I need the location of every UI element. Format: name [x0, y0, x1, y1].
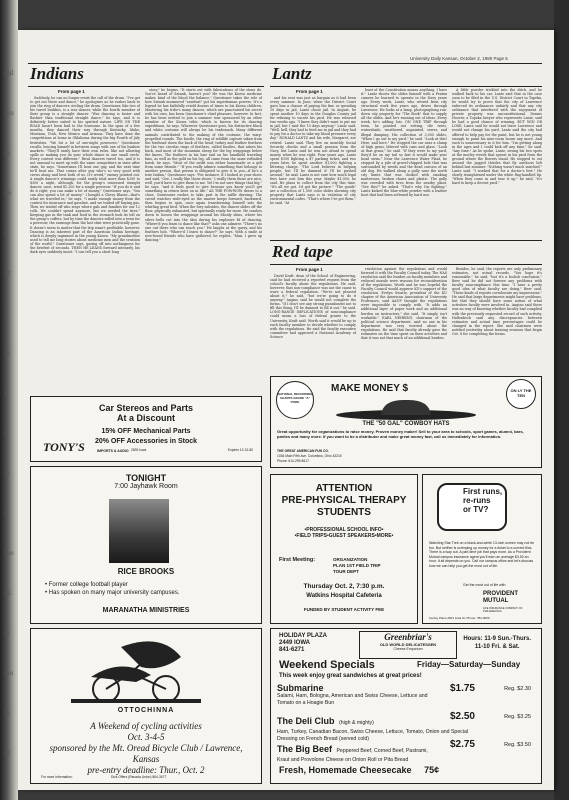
rice-bullet-2: • Has spoken on many major university campuses. [45, 590, 180, 596]
stereo-subtitle: At a Discount [116, 413, 175, 423]
beef-reg: Reg. $3.50 [504, 742, 531, 748]
tonys-logo: TONY'S [43, 440, 85, 454]
club-note: (high & mighty) [338, 720, 374, 726]
edge-fragment: the [4, 550, 14, 557]
tonys-address: 2839 Iowa [131, 448, 147, 452]
money-phone: Phone: 614-299-5617 [277, 459, 309, 463]
deli-hours-2: 11-10 Fri. & Sat. [474, 644, 520, 650]
rice-name: RICE BROOKS [117, 567, 175, 576]
money-title: MAKE MONEY $ [331, 383, 409, 394]
otto-info: For more information: [41, 775, 73, 779]
indians-from: From page 1 [58, 89, 85, 94]
redtape-headline: Red tape [272, 242, 333, 261]
lantz-headline: Lantz [272, 64, 312, 83]
beef-price: $2.75 [449, 739, 475, 750]
att-tour: TOUR DEPT [333, 569, 359, 574]
deli-name: Greenbriar's [384, 632, 432, 642]
sub-price: $1.75 [449, 683, 475, 694]
att-org: ORGANIZATION [333, 557, 368, 562]
att-h2: PRE-PHYSICAL THERAPY [281, 495, 407, 506]
facing-page-edge [0, 30, 18, 790]
ws-headline: Weekend Specials [279, 659, 375, 671]
deli-phone: 841-6271 [279, 647, 305, 653]
otto-line-2: Oct. 3-4-5 [127, 732, 165, 742]
rice-bullets [45, 581, 245, 597]
rice-bullet-1: • Former college football player [45, 582, 128, 588]
edge-fragment: es [4, 150, 11, 157]
deli-location [279, 633, 327, 654]
money-badge-left: NATIONAL RECORDING CHARTS GRADE "A" PORK [276, 381, 314, 419]
indians-col-1 [30, 96, 140, 392]
deli-store: HOLIDAY PLAZA [279, 633, 328, 639]
redtape-rule [270, 264, 542, 265]
att-h3: STUDENTS [317, 507, 371, 518]
cheesecake-price: 75¢ [424, 765, 440, 775]
lantz-rule [270, 86, 542, 87]
edge-fragment: ne [4, 190, 12, 197]
deli-name-2: OLD WORLD DELICATESSEN [379, 642, 437, 647]
otto-text [39, 721, 253, 776]
edge-fragment: ur [4, 270, 11, 277]
redtape-col-1 [270, 274, 356, 372]
att-funded: FUNDED BY STUDENT ACTIVITY FEE [303, 607, 385, 612]
beef-desc: Kraut and Provolone Cheese on Onion Roll or Pita Bread [277, 757, 409, 763]
car-stereo-ad [30, 396, 262, 462]
rice-org: MARANATHA MINISTRIES [102, 607, 190, 614]
indians-rule [28, 86, 264, 87]
att-where: Watkins Hospital Cafeteria [306, 593, 382, 599]
money-company: THE GREAT AMERICAN FUN CO. [277, 449, 329, 453]
newspaper-page [18, 30, 554, 790]
first-text: Watching Star Trek on a black-and-white 13-inch screen may not be fun. But neither is scrimping up money for a ticket to a current flick. There is a way out. A part-time job that pays more. As a Provident Mutual campus insurance agent you'll earn an average $3.50 an hour. It all depends on you. Call our campus office and let's discuss how we can help you get the most out of life. [429, 541, 535, 568]
edge-fragment: ns [4, 590, 11, 597]
provident-mutual-ad [422, 474, 542, 624]
edge-fragment: er [4, 750, 11, 757]
deli-hours [463, 635, 531, 651]
first-q1: First runs, [463, 487, 503, 496]
edge-fragment: ei [4, 630, 10, 637]
beef-note: Peppered Beef, Corned Beef, Pastrami, [336, 748, 428, 754]
beef-name: The Big Beef [277, 744, 333, 754]
otto-contact: Dick Offers (Ranada Union) 864-3477 [111, 775, 167, 779]
deli-logo [359, 631, 457, 659]
redtape-text-1: David Kraft, dean of the School of Engineering, said he had received a reported request from the school's faculty about the regulations. He said, however, that non-compliance was not the cause to wave a federal regulation. "We're not pleased about it," he said, "but we're going to do it anyway." Angino said he would not complete the forms. "If I don't see any strong punishment not to fill this thing, I'll be damned to fill it out," he said. LONG-RANGE IMPLICATIONS of noncompliance could mean a loss of federal grants to the University, Kraft said. Worth said it would be up to each faculty member to decide whether to comply with the regulations. He said the faculty executive committee had approved a National Academy of Science [270, 274, 356, 339]
stereo-line-2: 20% OFF Accessories in Stock [94, 438, 198, 445]
otto-line-3: sponsored by the Mt. Oread Bicycle Club / Lawrence, Kansas [49, 743, 243, 764]
redtape-text-3: Besides, he said, the reports are only preliminary estimates, not actual records. "You hope it's reasonable," he said, "but it's a foolish conclusion." Beer said he did not foresee any problems with faculty noncompliance this time. "I have a pretty good idea of what faculty are doing," Beer said. "These kinds of reports corroborate my impressions." He said that large departments might have problems, but that they should have some notion of what activities faculty were involved in. Angino said there was no way of knowing whether faculty had complied with the previously requested record of such activity. Hallenbeck said any discrepancies between estimates and actual time percentages could be changed in the report. She said chairmen were notified yesterday about training sessions that begin Oct. 8 for completing the forms. [452, 267, 542, 336]
deli-name-3: Cheese Emporium [393, 647, 423, 651]
edge-fragment: F [4, 390, 9, 397]
edge-fragment: me [4, 670, 14, 677]
redtape-col-2 [361, 267, 447, 372]
ws-footer [279, 765, 439, 775]
indians-headline: Indians [30, 64, 84, 83]
att-when: Thursday Oct. 2, 7:30 p.m. [303, 583, 385, 590]
lantz-col-2 [361, 88, 447, 238]
otto-line-4: pre-entry deadline: Thur., Oct. 2 [87, 765, 205, 775]
sub-reg: Reg. $2.30 [504, 686, 531, 692]
edge-fragment: d [4, 430, 8, 437]
money-desc: Great opportunity for organizations to raise money. Proven money maker! Sell to your area to schools, sport games, alumni, bars, parties and many more. If you want to be a distributor and make great money fast, call us immediately for information. [277, 429, 524, 439]
first-cta: Get the most out of life with [463, 583, 506, 587]
lantz-text-3: A little powder trickled into the ditch, and he walked back to his car. Lantz said that in the case soon to be filed in the U.S. District Court in Topeka, he would try to prove that the city of Lawrence enforced its ordinances unfairly and that any city ordinance that interfered with the enjoyment of private property was unconstitutional. Dennis Hoover, a Topeka lawyer who represents Lantz, said he had a good chance of winning. BUT WIN OR LOSE, Lantz said he would not leave Lawrence and would not change his yard. Lantz said the city had offered to help pay for the paint, but he is not young enough to paint his nine-room house any more. And each is unnecessary to it for him. "I'm getting along in the ages and I could kick off any time," he said. "Any time." As he spoke, Lantz, swung his two spots at the motley weeds that sprout in his yard from the ground where the flowers stand. He stopped to cut around the jagged thistles that fly outdoors left behind last summer. "Nothing wasn't much mischief," Lantz said. "I worked that for a doctor's feet." He slowly straightened under the white flag-handled lip. "When they come in and tear it up," he said, "it's hard to keep a decent yard." [452, 88, 542, 186]
rice-brooks-photo [109, 499, 169, 563]
sub-name: Submarine [277, 683, 324, 693]
make-money-ad [270, 376, 542, 468]
att-h1: ATTENTION [315, 483, 373, 494]
redtape-col-3 [452, 267, 542, 372]
redtape-text-2: resolution against the regulations and would forward it with the Faculty Council today. The NAS resolution said the burden on faculty members and reduced morale were reasons for reconsideration of the regulations. Worth and he was hopeful the Faculty Council would approve KU's support of the resolution. Evelyn Swartz, president of the KU chapter of the American Association of University Professors, said AAUP thought the regulations were impossible to comply with. "It adds an additional layer of paper work and an additional burden on instructors," she said. "It simply isn't workable." EARL NEHRING, chairman of the political science department, said no one in his department was very worried about the regulations. He said that faculty already gave the estimates on the time spent on their activities and that it was not that much of an additional burden. [361, 267, 447, 340]
first-q2: re-runs [463, 496, 491, 505]
att-agenda [333, 557, 381, 575]
indians-col-2 [145, 88, 262, 392]
indians-text-2: story," he begins. "It starts out with fabrications of the stone do. You've heard of Satank, haven't you? He was the Kiowa medicine maker, kind of the blood the balance." Questioner takes the role of how Satank murmured "sawdust" got his superhuman powers. It's a legend he has faithfully retold dozens of times to his Kiowa children. Mastering his tribe's many dances, which are punctuated his secret with his own, has been Questioner's chief pleasure, however. In fact, he has been invited to join a summer tour sponsored by an other member of the Kiowa tribe, which is known for its dancing expeditions, he says. Wherever Questioner goes, his distinctive black and white costume will always be his trademark. Many different animals contributed to the making of the costume, the warp-propelled rounds. The bustle, the ring of wildlife capture taken from the forehead down the back of the head; turkey and feather feathers for the two circular rings of feathers, called bustles, that adorn his back, and most of the mountain sheep for the leg wrappings below the knees. The feathers in his hair and on his handheld traveling fans, as well as the gold on his leg, all came from the same redtailed hawk, he says. "Most of the outfit was either homemade or a gift from some friends." "If you really admire something that belongs to another person, that person is obligated to give it to you—if he's a true Indian," Questioner says. "For instance, if I looked at your shoes and said, 'Gee, I really like those shoes,' I really them those are nice, well, you'd have to give them to me. Yet I'm not sure things that big," he says, "and it feels good to give because you know you'll get something in return later on in life." AS THE POW-WOW draws to a close, Questioner rushes to take part in the raffle drawing. The crowd watches wide-eyed as the master keeps forward, backward, then begins to spin, once again transforming himself into the whirling great bird. When the fury subsides, the dancer slides off the floor, physically exhausted, but spiritually ready for more. He crashes down to loosen the wrappings around his bloody shins, where his silver bells cut into the skin during his explosive fit of dancing. "Where'd you learn to dance like that?" asks one admirer. "There's no one out there who can touch you." He laughs at the query, and his feathers bob. "Where'd I learn to dance?" he says. With a smile at new-found friends who have gathered, he replies, "Man, I grew up dancing." [145, 88, 262, 242]
edge-fragment: th [4, 710, 11, 717]
att-meeting: First Meeting: [279, 557, 316, 563]
weekend-specials-ad [270, 628, 542, 784]
special-big-beef [277, 739, 535, 764]
otto-brand: OTTOCHINNA [117, 707, 175, 714]
first-runs-question [463, 487, 502, 514]
stereo-title: Car Stereos and Parts [98, 403, 194, 413]
sub-desc: Salami, Ham, Bologna, American and Swiss Cheese, Lettuce and Tomato on a Hoagie Bun [277, 693, 428, 706]
first-q3: or TV? [463, 505, 489, 514]
edge-fragment: d [4, 230, 8, 237]
edge-fragment: pul [4, 70, 14, 77]
cheesecake-label: Fresh, Homemade Cheesecake [279, 765, 412, 775]
lantz-col-1 [270, 96, 356, 238]
lantz-text-1: and his rent was just as bargain as it had been every summer. In June, when the District Court gave him a chance of paying the fine or spending 10 days in jail, Lantz chose jail. In August, he spent another 10 days in the Douglas County jail for refusing to vacate his yard. He was released two weeks ago. "I knew they didn't want to put me in jail, but I said the 10 days anyway," Lantz said. "Well, hell, they had to feed me in jail and they had to pay for a doctor to take my blood pressure every day." RONALD LANTZ and his wife, Margaret, are retired. Lantz said. They live on monthly Social Security checks and a small pension from the Navy, but Lantz said he was not afraid to spend money when he was right. Four years ago, Lantz spent $100 fighting a $7 parking ticket, and two years later, he spent another $1,000 fighting a littering charge. "The Lord believes in helping people, but I'll be damned if I'll be pushed around," he said. Lantz is not sure how much legal fees have cost him this year. Maybe $1,000, he said. He plans to collect from the city this time. "It's all we got. I'd got the picture." "The goods" are a collection of 1,500 color slides showing city property that Lantz says is in violation of city environmental codes. "That's where I've got them," he said. "At [270, 96, 356, 206]
tonys-expires: Expires 12-31-80 [227, 448, 253, 452]
redtape-from: From page 1 [296, 267, 323, 272]
attention-ad [270, 474, 418, 624]
deli-addr: 2449 IOWA [279, 640, 311, 646]
scanner-edge [554, 0, 569, 800]
att-bullets-2: •FIELD TRIPS•GUEST SPEAKERS•MORE• [294, 533, 394, 539]
first-brand-sub: LIFE INSURANCE COMPANY OF PHILADELPHIA [483, 607, 523, 613]
edge-fragment: 5 [4, 310, 8, 317]
ws-days: Friday—Saturday—Sunday [417, 660, 521, 669]
edge-fragment: io [4, 470, 10, 477]
club-desc: Ham, Turkey, Canadian Bacon, Swiss Cheese, Lettuce, Tomato, Onion and Special Dressing on French Bread (served cold) [277, 729, 468, 742]
money-address: 1036 Main Fifth Ave. Columbus, Ohio 43215 [277, 454, 342, 458]
ws-subhead: This week enjoy great sandwiches at great prices! [279, 673, 422, 679]
tonys-sub: IMPORTS & AUDIO [97, 449, 129, 453]
ottochinna-ad [30, 628, 262, 784]
club-name: The Deli Club [277, 716, 335, 726]
att-plan: PLAN 1ST FIELD TRIP [333, 563, 381, 568]
money-badge-right: ON LY THE TEN [506, 379, 536, 409]
money-product: THE "50 GAL" COWBOY HATS [362, 421, 450, 427]
deli-hours-1: Hours: 11-9 Sun.-Thurs. [463, 636, 531, 642]
first-address: Kenley Place 2601 Iowa St. Phone: 782-0000 [429, 616, 490, 620]
club-reg: Reg. $3.25 [504, 714, 531, 720]
redtape-top-rule [270, 240, 542, 241]
first-brand: PROVIDENT MUTUAL [483, 591, 519, 604]
indians-text-1: Suddenly, he can no longer resist the call of the drum. "I've got to get out there and dance," he apologizes as he rushes back to join the ring of dancers circling the drum. Questioner, like two of his travel buddies, is a war dancer, while the fourth member of their group is a straight dancer. "War dancing is faster and flashier than traditional straight dance," he says, and it is definitely better suited to his spirited nature. LIFE ON THE ROAD hasn't been bad to the foursome. In the span of a few months, they danced their way through Kentucky, Idaho, Montana, Utah, New Mexico and Arizona. They have done the competitions at home in Oklahoma during the big Fourth of July festivities. "We hit a lot of one-night powwows," Questioner recalls, bracing himself in between songs with one of his bushier markets. "They'll easily have their own rules, like not allowing spills or making you do your whole dance in one small circle. Every contest was different." Rival dancers travel too, and it is not unusual to meet up with the same competitors in state after state, he says. "Sometimes I'll beat one guy, and the next time he'll beat me. That comes after guy who's so very good with crows along and best both of us. It's weird," enemy pointed out. A single dancer's winnings could easily total more than $200 to $300 a night, although, for the group's renowned straight dancer, once, wind $1,200 for a single powwow. "If you do it and do it right, you can make a lot of money," Questioner says. "You can also spend a lot of money." I bought a Chevy Blazer—that's what we traveled in," he says. "I made enough money from the contest for insurance and gasoline, and we traded off buying gas. Then we traded off who stays where gals and families for our 12 rolls. We couldn't spend anymore, but we needed the tires." Keeping gas in the tank and food in the stomach took its toll on the group's coffers, but by time the dancers rolled into a town for a powwow, the earnings from the last stint were practically gone. It doesn't seem to matter that the trip wasn't profitable, however. Dancing is an inherent part of the American Indian heritage, which is deeply ingrained in the young Kiowa. "My grandmother used to tell me long stories about medicine men and the creation of the world," Questioner says, gazing off into nothingness for the briefest of seconds. THEN HE LEANS forward intensely, his dark eyes suddenly moist. "I can tell you a short long [30, 96, 140, 254]
lantz-from: From page 1 [296, 89, 323, 94]
edge-fragment: tp [4, 350, 11, 357]
edge-fragment: ten [4, 110, 14, 117]
rice-tonight: TONIGHT [125, 473, 167, 483]
att-bullets-1: •PROFESSIONAL SCHOOL INFO• [304, 527, 384, 533]
rice-brooks-ad [30, 466, 262, 624]
stereo-line-1: 15% OFF Mechanical Parts [101, 428, 191, 435]
club-price: $2.50 [449, 711, 475, 722]
lantz-col-3 [452, 88, 542, 238]
lantz-text-2: least of the Constitution means anything, I have it." Lantz shoots the slides himself with a Pentax camera he learned to operate in the Navy years ago. Every week, Lantz, who retired from city structural work five years ago, drives through Lawrence. He looks at a lamp, photographing run-down city property for "The Book" that to supply all the slides. And he's running out of ideas. Every week, he's adding lots. ON ONE TRIP through town, he pointed out rotting, tile trees, watershade, weathered, unpainted, sewer, and illegal dumping. His collection of 3,000 slides, "When I go out to my yard," he said. "Look at this! Here, and here." He stopped the car near a clump of high grass, littered with cans and glass. "Look at that grass," he said. "If they were to my yard, they'd be on my tail so fast it would make your head swim." Near the Lawrence Water Plant, he stopped by a pile of gravel-chipped hole that was surrounded by weeds and the dead carcass of an old dog. He walked along a gully near the north city limits that was choked with smoking mattresses, broken chairs and plastic. The gully was crowded with tires from the nearby plant. "See this?" he asked. "That's why I'm fighting." Lantz kicked the blue-white powder with a leather boot that had been softened by hard use. [361, 88, 447, 198]
page-folio: University Daily Kansan, October 2, 1980 Page 5 [410, 56, 508, 61]
edge-fragment: e [4, 510, 8, 517]
special-submarine [277, 683, 535, 707]
rice-place: 7:00 Jayhawk Room [114, 483, 178, 490]
cyclist-icon [51, 637, 216, 709]
otto-line-1: A Weekend of cycling activities [90, 721, 202, 731]
cowboy-hat-icon [331, 397, 481, 421]
